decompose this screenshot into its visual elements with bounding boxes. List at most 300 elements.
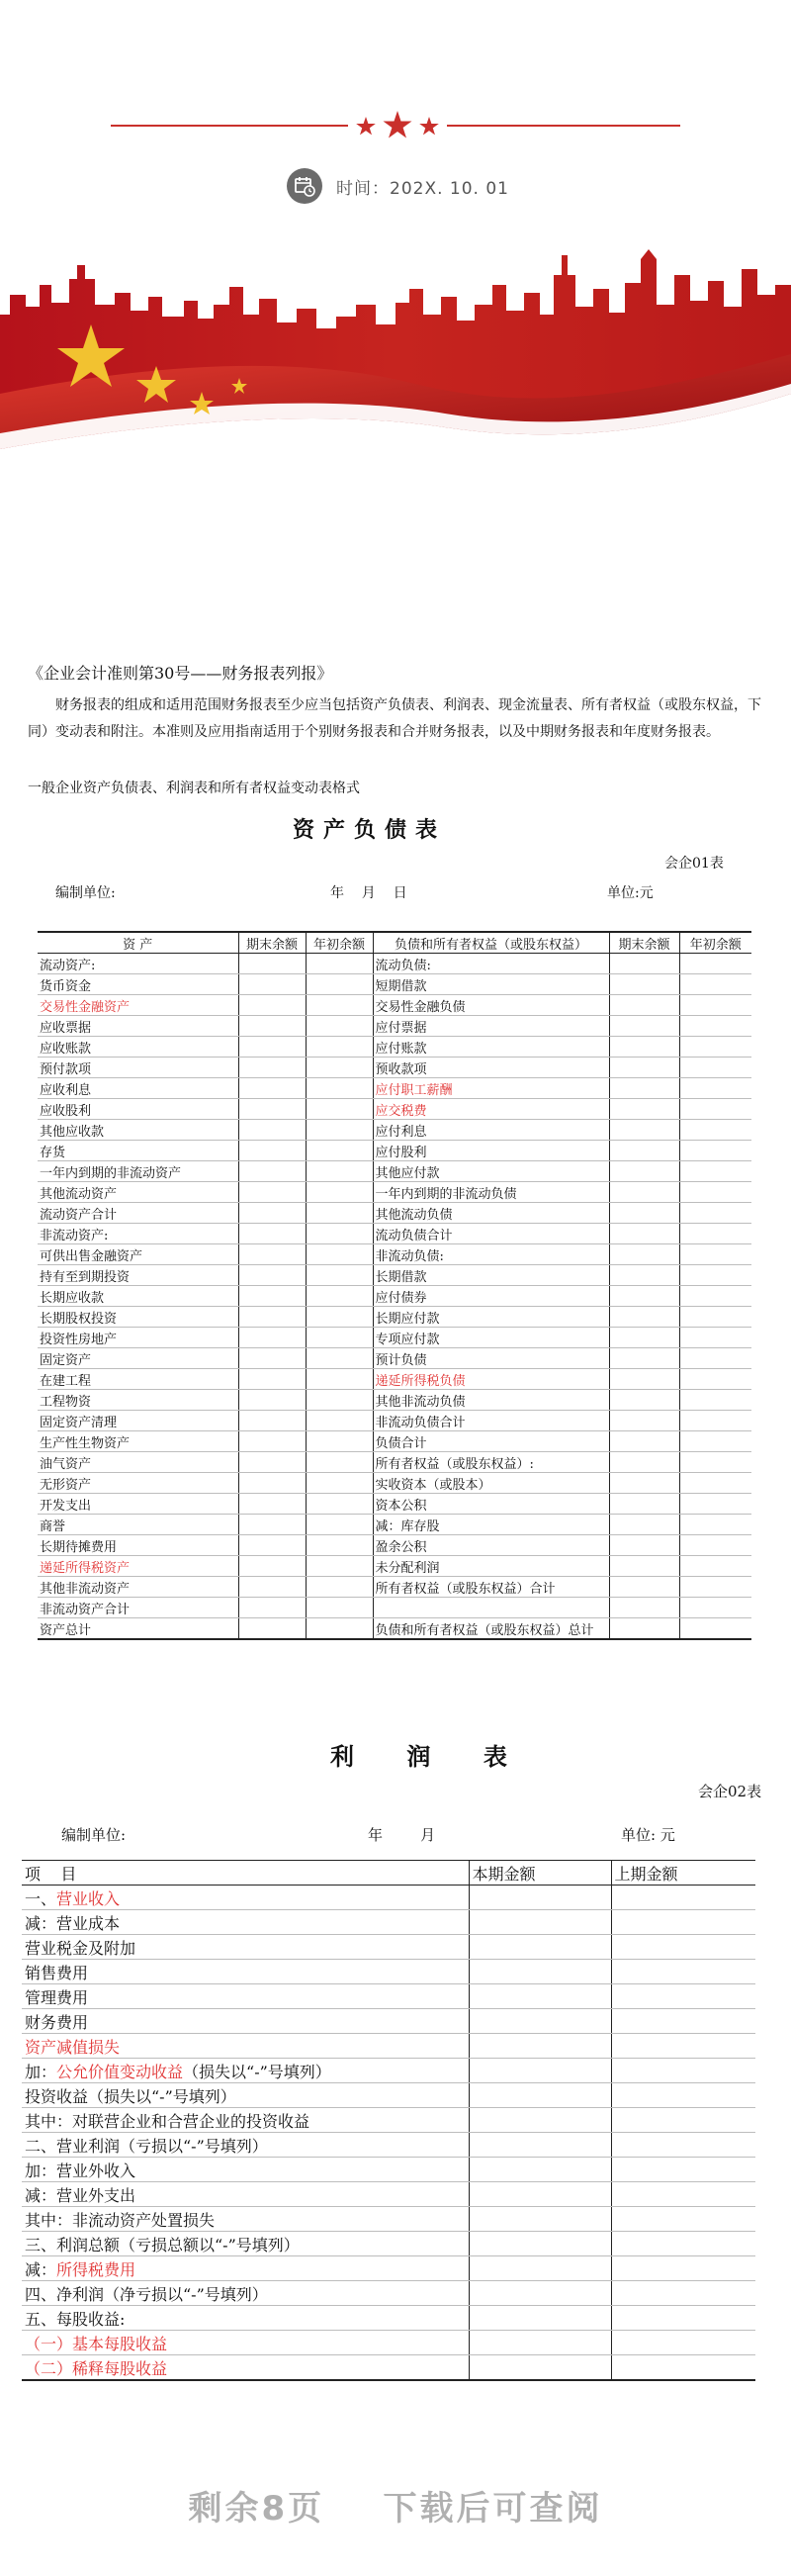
line-item-text: 营业收入 xyxy=(56,1888,121,1908)
amount-cell xyxy=(679,1016,751,1037)
column-header: 本期金额 xyxy=(469,1861,611,1886)
liability-item: 预收款项 xyxy=(373,1058,609,1078)
income-statement-currency-label: 单位: 元 xyxy=(621,1826,675,1844)
line-item-text: 二、营业利润（亏损以“-”号填列） xyxy=(25,2136,268,2156)
line-item-text: 三、利润总额（亏损总额以“-”号填列） xyxy=(25,2235,300,2254)
asset-item: 在建工程 xyxy=(38,1369,238,1390)
amount-cell xyxy=(679,1390,751,1411)
table-row xyxy=(22,2182,755,2207)
amount-cell xyxy=(679,1577,751,1598)
amount-cell xyxy=(609,1099,679,1120)
amount-cell xyxy=(238,954,306,974)
skyline-banner xyxy=(0,245,791,453)
amount-cell xyxy=(238,1348,306,1369)
table-row xyxy=(22,2034,755,2059)
amount-cell xyxy=(306,1515,373,1535)
liability-item: 所有者权益（或股东权益）: xyxy=(373,1452,609,1473)
table-row xyxy=(22,2009,755,2034)
asset-item: 其他非流动资产 xyxy=(38,1577,238,1598)
table-row xyxy=(38,1182,751,1203)
liability-item: 一年内到期的非流动负债 xyxy=(373,1182,609,1203)
asset-item: 商誉 xyxy=(38,1515,238,1535)
amount-cell xyxy=(609,1078,679,1099)
column-header: 年初余额 xyxy=(306,932,373,954)
amount-cell xyxy=(469,1886,611,1910)
table-row xyxy=(38,1618,751,1640)
amount-cell xyxy=(609,1369,679,1390)
table-row xyxy=(38,1369,751,1390)
amount-cell xyxy=(238,1244,306,1265)
line-item xyxy=(22,2207,469,2232)
amount-cell xyxy=(238,1369,306,1390)
liability-item: 流动负债合计 xyxy=(373,1224,609,1244)
date-text: 时间：202X. 10. 01 xyxy=(336,178,509,199)
asset-item: 一年内到期的非流动资产 xyxy=(38,1161,238,1182)
liability-item: 应付职工薪酬 xyxy=(373,1078,609,1099)
asset-item: 生产性生物资产 xyxy=(38,1431,238,1452)
liability-item: 递延所得税负债 xyxy=(373,1369,609,1390)
table-row xyxy=(38,1515,751,1535)
liability-item: 应交税费 xyxy=(373,1099,609,1120)
amount-cell xyxy=(609,1577,679,1598)
amount-cell xyxy=(611,2158,755,2182)
table-row xyxy=(38,1016,751,1037)
amount-cell xyxy=(238,1556,306,1577)
line-item xyxy=(22,1960,469,1984)
amount-cell xyxy=(611,2034,755,2059)
amount-cell xyxy=(679,1224,751,1244)
amount-cell xyxy=(306,1348,373,1369)
asset-item: 资产总计 xyxy=(38,1618,238,1640)
amount-cell xyxy=(238,1058,306,1078)
line-item xyxy=(22,2182,469,2207)
line-item-text: 所得税费用 xyxy=(56,2259,136,2279)
amount-cell xyxy=(679,1348,751,1369)
amount-cell xyxy=(611,2306,755,2331)
table-row xyxy=(38,1473,751,1494)
liability-item: 交易性金融负债 xyxy=(373,995,609,1016)
amount-cell xyxy=(611,1886,755,1910)
table-row xyxy=(38,1120,751,1141)
line-item xyxy=(22,2281,469,2306)
line-item xyxy=(22,2256,469,2281)
amount-cell xyxy=(238,1494,306,1515)
asset-item: 预付款项 xyxy=(38,1058,238,1078)
table-row xyxy=(38,1598,751,1618)
amount-cell xyxy=(306,1265,373,1286)
line-item-text: 五、每股收益: xyxy=(25,2309,126,2329)
amount-cell xyxy=(469,2207,611,2232)
amount-cell xyxy=(679,1556,751,1577)
line-item-text: 减： xyxy=(25,2259,57,2279)
table-row xyxy=(38,1431,751,1452)
amount-cell xyxy=(238,1099,306,1120)
table-row xyxy=(22,2207,755,2232)
asset-item: 固定资产清理 xyxy=(38,1411,238,1431)
table-row xyxy=(38,1141,751,1161)
amount-cell xyxy=(609,1452,679,1473)
amount-cell xyxy=(469,2108,611,2133)
amount-cell xyxy=(306,1473,373,1494)
amount-cell xyxy=(679,954,751,974)
amount-cell xyxy=(609,1411,679,1431)
amount-cell xyxy=(469,1984,611,2009)
asset-item: 交易性金融资产 xyxy=(38,995,238,1016)
asset-item: 开发支出 xyxy=(38,1494,238,1515)
amount-cell xyxy=(469,1935,611,1960)
asset-item: 长期待摊费用 xyxy=(38,1535,238,1556)
amount-cell xyxy=(679,1515,751,1535)
amount-cell xyxy=(469,2281,611,2306)
amount-cell xyxy=(679,1141,751,1161)
asset-item: 可供出售金融资产 xyxy=(38,1244,238,1265)
amount-cell xyxy=(679,1182,751,1203)
amount-cell xyxy=(679,1598,751,1618)
asset-item: 投资性房地产 xyxy=(38,1328,238,1348)
amount-cell xyxy=(306,1224,373,1244)
amount-cell xyxy=(611,2083,755,2108)
asset-item: 油气资产 xyxy=(38,1452,238,1473)
amount-cell xyxy=(306,995,373,1016)
amount-cell xyxy=(609,1307,679,1328)
amount-cell xyxy=(611,2256,755,2281)
amount-cell xyxy=(609,1598,679,1618)
amount-cell xyxy=(469,2034,611,2059)
amount-cell xyxy=(679,995,751,1016)
line-item xyxy=(22,2306,469,2331)
amount-cell xyxy=(611,2009,755,2034)
amount-cell xyxy=(611,2182,755,2207)
amount-cell xyxy=(238,1182,306,1203)
amount-cell xyxy=(306,1203,373,1224)
asset-item: 其他流动资产 xyxy=(38,1182,238,1203)
amount-cell xyxy=(238,1265,306,1286)
table-row xyxy=(38,1286,751,1307)
line-item xyxy=(22,2232,469,2256)
amount-cell xyxy=(609,1494,679,1515)
line-item xyxy=(22,2355,469,2381)
intro-paragraph: 财务报表的组成和适用范围财务报表至少应当包括资产负债表、利润表、现金流量表、所有者权益（或股东权益，下同）变动表和附注。本准则及应用指南适用于个别财务报表和合并财务报表，以及中期财务报表和年度财务报表。 xyxy=(28,697,761,740)
amount-cell xyxy=(238,1141,306,1161)
liability-item: 流动负债: xyxy=(373,954,609,974)
amount-cell xyxy=(611,1910,755,1935)
amount-cell xyxy=(611,2207,755,2232)
table-row xyxy=(22,2281,755,2306)
amount-cell xyxy=(609,1016,679,1037)
amount-cell xyxy=(306,1431,373,1452)
column-header: 项 目 xyxy=(22,1861,469,1886)
line-item-text: （一）基本每股收益 xyxy=(25,2334,168,2353)
amount-cell xyxy=(306,974,373,995)
balance-sheet-unit-label: 编制单位: xyxy=(55,885,116,901)
calendar-clock-icon xyxy=(287,168,322,204)
amount-cell xyxy=(609,1390,679,1411)
table-row xyxy=(22,2108,755,2133)
amount-cell xyxy=(306,1058,373,1078)
liability-item: 资本公积 xyxy=(373,1494,609,1515)
amount-cell xyxy=(609,1224,679,1244)
amount-cell xyxy=(679,1120,751,1141)
amount-cell xyxy=(679,974,751,995)
document-title: 《企业会计准则第30号——财务报表列报》 xyxy=(28,664,333,683)
liability-item: 负债合计 xyxy=(373,1431,609,1452)
income-statement-title: 利 润 表 xyxy=(330,1742,511,1771)
table-row xyxy=(38,1411,751,1431)
amount-cell xyxy=(679,1161,751,1182)
line-item-text: 管理费用 xyxy=(25,1987,89,2007)
line-item-text: （损失以“-”号填列） xyxy=(183,2062,331,2081)
amount-cell xyxy=(609,995,679,1016)
table-row xyxy=(22,2306,755,2331)
line-item-text: 减：营业外支出 xyxy=(25,2185,136,2205)
amount-cell xyxy=(306,1411,373,1431)
column-header: 期末余额 xyxy=(609,932,679,954)
table-row xyxy=(22,2256,755,2281)
table-header-row xyxy=(38,932,751,954)
liability-item: 专项应付款 xyxy=(373,1328,609,1348)
line-item-text: 销售费用 xyxy=(25,1963,89,1982)
amount-cell xyxy=(306,1182,373,1203)
amount-cell xyxy=(306,1286,373,1307)
amount-cell xyxy=(611,2108,755,2133)
amount-cell xyxy=(679,1265,751,1286)
table-row xyxy=(38,1078,751,1099)
liability-item: 其他应付款 xyxy=(373,1161,609,1182)
column-header: 年初余额 xyxy=(679,932,751,954)
amount-cell xyxy=(238,1161,306,1182)
liability-item: 其他非流动负债 xyxy=(373,1390,609,1411)
amount-cell xyxy=(679,1058,751,1078)
line-item-text: 减：营业成本 xyxy=(25,1913,121,1933)
table-row xyxy=(22,2158,755,2182)
amount-cell xyxy=(469,2182,611,2207)
line-item-text: 其中：非流动资产处置损失 xyxy=(25,2210,216,2230)
table-header-row xyxy=(22,1861,755,1886)
amount-cell xyxy=(306,1078,373,1099)
asset-item: 递延所得税资产 xyxy=(38,1556,238,1577)
amount-cell xyxy=(238,1618,306,1640)
liability-item: 其他流动负债 xyxy=(373,1203,609,1224)
amount-cell xyxy=(611,2331,755,2355)
amount-cell xyxy=(679,1037,751,1058)
amount-cell xyxy=(306,1141,373,1161)
column-header: 资 产 xyxy=(38,932,238,954)
amount-cell xyxy=(306,1369,373,1390)
amount-cell xyxy=(469,1910,611,1935)
amount-cell xyxy=(469,2355,611,2381)
line-item xyxy=(22,2059,469,2083)
amount-cell xyxy=(238,1328,306,1348)
balance-sheet-title: 资产负债表 xyxy=(293,817,447,843)
line-item xyxy=(22,1910,469,1935)
balance-sheet-currency-label: 单位:元 xyxy=(607,885,654,901)
liability-item: 非流动负债: xyxy=(373,1244,609,1265)
amount-cell xyxy=(238,995,306,1016)
amount-cell xyxy=(306,1577,373,1598)
line-item xyxy=(22,2034,469,2059)
download-prompt[interactable]: 剩余8页 下载后可查阅 xyxy=(188,2489,603,2529)
amount-cell xyxy=(238,1203,306,1224)
liability-item: 长期应付款 xyxy=(373,1307,609,1328)
liability-item: 减：库存股 xyxy=(373,1515,609,1535)
amount-cell xyxy=(609,1265,679,1286)
amount-cell xyxy=(469,2232,611,2256)
table-row xyxy=(38,1494,751,1515)
line-item-text: 财务费用 xyxy=(25,2012,89,2032)
amount-cell xyxy=(306,1037,373,1058)
amount-cell xyxy=(679,1431,751,1452)
amount-cell xyxy=(609,1431,679,1452)
table-row xyxy=(38,995,751,1016)
amount-cell xyxy=(609,1348,679,1369)
liability-item: 盈余公积 xyxy=(373,1535,609,1556)
table-row xyxy=(22,1960,755,1984)
table-row xyxy=(38,1161,751,1182)
amount-cell xyxy=(609,1244,679,1265)
amount-cell xyxy=(679,1494,751,1515)
amount-cell xyxy=(609,1473,679,1494)
liability-item: 应付债券 xyxy=(373,1286,609,1307)
amount-cell xyxy=(238,1535,306,1556)
amount-cell xyxy=(611,2059,755,2083)
formats-line: 一般企业资产负债表、利润表和所有者权益变动表格式 xyxy=(28,781,360,796)
table-row xyxy=(22,2355,755,2381)
amount-cell xyxy=(609,1535,679,1556)
amount-cell xyxy=(609,1037,679,1058)
balance-sheet-table xyxy=(38,931,751,1640)
amount-cell xyxy=(469,2158,611,2182)
amount-cell xyxy=(679,1307,751,1328)
table-row xyxy=(38,1224,751,1244)
asset-item: 存货 xyxy=(38,1141,238,1161)
amount-cell xyxy=(306,1244,373,1265)
line-item xyxy=(22,2009,469,2034)
liability-item: 应付股利 xyxy=(373,1141,609,1161)
asset-item: 其他应收款 xyxy=(38,1120,238,1141)
liability-item: 实收资本（或股本） xyxy=(373,1473,609,1494)
amount-cell xyxy=(306,1328,373,1348)
amount-cell xyxy=(238,1286,306,1307)
amount-cell xyxy=(609,1182,679,1203)
line-item xyxy=(22,2331,469,2355)
amount-cell xyxy=(469,2331,611,2355)
income-statement-date-label: 年 月 xyxy=(368,1826,436,1844)
asset-item: 固定资产 xyxy=(38,1348,238,1369)
line-item-text: 公允价值变动收益 xyxy=(56,2062,184,2081)
amount-cell xyxy=(238,1224,306,1244)
amount-cell xyxy=(306,1556,373,1577)
table-row xyxy=(38,1348,751,1369)
table-row xyxy=(22,2232,755,2256)
amount-cell xyxy=(238,1577,306,1598)
table-row xyxy=(22,2133,755,2158)
amount-cell xyxy=(469,2306,611,2331)
amount-cell xyxy=(306,1494,373,1515)
table-row xyxy=(22,1886,755,1910)
amount-cell xyxy=(609,1120,679,1141)
asset-item: 非流动资产合计 xyxy=(38,1598,238,1618)
amount-cell xyxy=(611,2133,755,2158)
table-row xyxy=(38,1556,751,1577)
table-row xyxy=(38,1577,751,1598)
column-header: 期末余额 xyxy=(238,932,306,954)
amount-cell xyxy=(306,1598,373,1618)
amount-cell xyxy=(306,1307,373,1328)
line-item xyxy=(22,2158,469,2182)
amount-cell xyxy=(679,1244,751,1265)
line-item-text: 营业税金及附加 xyxy=(25,1938,136,1958)
amount-cell xyxy=(611,2281,755,2306)
line-item-text: 加：营业外收入 xyxy=(25,2161,136,2180)
amount-cell xyxy=(609,1515,679,1535)
line-item-text: （二）稀释每股收益 xyxy=(25,2358,168,2378)
header-divider-right xyxy=(447,125,680,127)
liability-item: 未分配利润 xyxy=(373,1556,609,1577)
amount-cell xyxy=(609,1286,679,1307)
header-stars-icon xyxy=(348,109,447,144)
amount-cell xyxy=(679,1099,751,1120)
amount-cell xyxy=(679,1535,751,1556)
table-row xyxy=(38,1244,751,1265)
amount-cell xyxy=(306,1390,373,1411)
table-row xyxy=(38,1037,751,1058)
amount-cell xyxy=(306,1452,373,1473)
amount-cell xyxy=(238,1120,306,1141)
amount-cell xyxy=(469,1960,611,1984)
amount-cell xyxy=(611,2232,755,2256)
amount-cell xyxy=(611,1935,755,1960)
liability-item: 负债和所有者权益（或股东权益）总计 xyxy=(373,1618,609,1640)
amount-cell xyxy=(609,974,679,995)
amount-cell xyxy=(609,1556,679,1577)
line-item xyxy=(22,2108,469,2133)
amount-cell xyxy=(679,1286,751,1307)
amount-cell xyxy=(609,954,679,974)
amount-cell xyxy=(609,1328,679,1348)
asset-item: 长期股权投资 xyxy=(38,1307,238,1328)
amount-cell xyxy=(238,1016,306,1037)
liability-item: 预计负债 xyxy=(373,1348,609,1369)
asset-item: 非流动资产: xyxy=(38,1224,238,1244)
table-row xyxy=(22,2059,755,2083)
amount-cell xyxy=(238,1078,306,1099)
asset-item: 流动资产合计 xyxy=(38,1203,238,1224)
amount-cell xyxy=(238,1452,306,1473)
amount-cell xyxy=(238,1307,306,1328)
table-row xyxy=(38,1099,751,1120)
table-row xyxy=(22,2083,755,2108)
amount-cell xyxy=(306,1120,373,1141)
liability-item xyxy=(373,1598,609,1618)
income-statement-unit-label: 编制单位: xyxy=(61,1826,127,1844)
amount-cell xyxy=(306,1099,373,1120)
asset-item: 应收账款 xyxy=(38,1037,238,1058)
amount-cell xyxy=(469,2059,611,2083)
table-row xyxy=(38,1058,751,1078)
amount-cell xyxy=(238,1473,306,1494)
table-row xyxy=(38,974,751,995)
table-row xyxy=(38,1265,751,1286)
amount-cell xyxy=(611,1960,755,1984)
line-item-text: 资产减值损失 xyxy=(25,2037,121,2057)
line-item xyxy=(22,1935,469,1960)
liability-item: 应付票据 xyxy=(373,1016,609,1037)
line-item xyxy=(22,1984,469,2009)
asset-item: 流动资产: xyxy=(38,954,238,974)
asset-item: 货币资金 xyxy=(38,974,238,995)
table-row xyxy=(38,1390,751,1411)
amount-cell xyxy=(609,1161,679,1182)
